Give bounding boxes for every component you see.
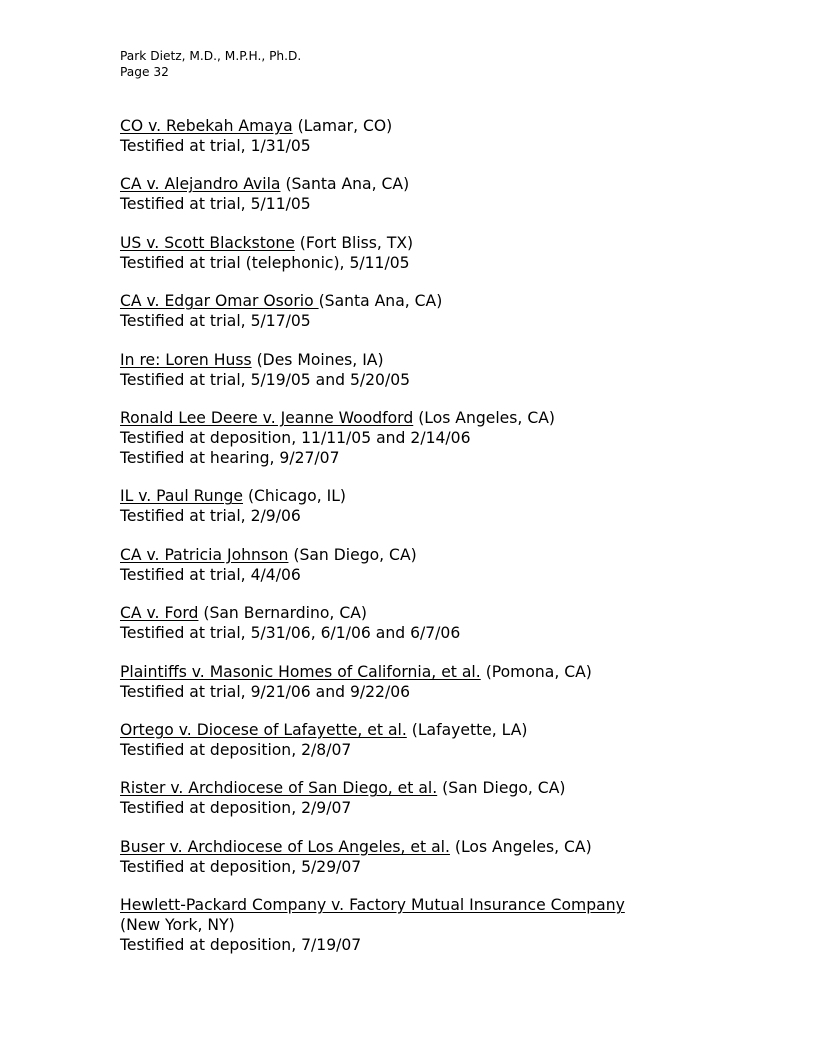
case-title-line [120,720,760,740]
case-title-line [120,895,760,915]
case-name: CA v. Patricia Johnson [120,545,289,564]
case-location: (Los Angeles, CA) [449,837,592,856]
testimony-entry [120,778,760,818]
testimony-detail: Testified at trial, 4/4/06 [120,565,301,584]
testimony-list [120,116,760,973]
case-title-line [120,174,760,194]
testimony-detail: Testified at deposition, 2/9/07 [120,799,352,818]
testimony-entry [120,116,760,156]
testimony-entry [120,545,760,585]
case-name: Plaintiffs v. Masonic Homes of California, et al. [120,662,481,681]
case-title-line [120,545,760,565]
page-number: Page 32 [120,65,169,79]
testimony-entry [120,350,760,390]
case-location: (Los Angeles, CA) [413,408,555,427]
case-name: CA v. Ford [120,604,199,623]
case-name: CO v. Rebekah Amaya [120,117,293,135]
case-name: Hewlett-Packard Company v. Factory Mutual Insurance Company [120,896,625,915]
case-title-line [120,116,760,136]
case-location: (Pomona, CA) [480,662,592,681]
case-name: Buser v. Archdiocese of Los Angeles, et al. [120,837,450,856]
case-title-line [120,662,760,682]
testimony-detail: Testified at trial, 2/9/06 [120,507,301,526]
case-title-line [120,837,760,857]
case-name: Ronald Lee Deere v. Jeanne Woodford [120,408,414,427]
case-name: IL v. Paul Runge [120,487,243,506]
case-name: Rister v. Archdiocese of San Diego, et al. [120,779,438,798]
testimony-entry [120,720,760,760]
testimony-detail: Testified at trial, 5/31/06, 6/1/06 and 6/7/06 [120,624,461,643]
case-location: (Chicago, IL) [243,487,346,506]
case-location: (Lafayette, LA) [406,720,528,739]
testimony-entry [120,895,760,955]
testimony-entry [120,837,760,877]
case-name: In re: Loren Huss [120,350,252,369]
testimony-entry [120,603,760,643]
testimony-detail: Testified at trial (telephonic), 5/11/05 [120,253,410,272]
case-location: (Santa Ana, CA) [318,292,443,311]
testimony-entry [120,486,760,526]
testimony-entry [120,662,760,702]
testimony-detail: Testified at deposition, 7/19/07 [120,936,362,955]
case-location: (Lamar, CO) [292,117,393,135]
case-title-line [120,486,760,506]
case-title-line [120,408,760,428]
case-title-line [120,291,760,311]
case-location: (San Diego, CA) [288,545,417,564]
case-title-line [120,233,760,253]
case-title-line [120,603,760,623]
testimony-detail: Testified at hearing, 9/27/07 [120,448,340,467]
page-header [120,48,301,80]
testimony-detail: Testified at deposition, 11/11/05 and 2/14/06 [120,428,471,447]
case-name: US v. Scott Blackstone [120,233,295,252]
case-title-line [120,778,760,798]
testimony-detail: Testified at deposition, 2/8/07 [120,740,352,759]
testimony-entry [120,233,760,273]
case-location: (Des Moines, IA) [251,350,384,369]
author-name: Park Dietz, M.D., M.P.H., Ph.D. [120,49,302,63]
case-location: (New York, NY) [120,916,235,935]
testimony-detail: Testified at trial, 1/31/05 [120,137,311,155]
case-location: (San Diego, CA) [437,779,566,798]
testimony-detail: Testified at trial, 5/17/05 [120,312,311,331]
testimony-detail: Testified at trial, 5/11/05 [120,195,311,214]
case-location: (Fort Bliss, TX) [294,233,414,252]
case-location-line [120,915,760,935]
case-location: (Santa Ana, CA) [280,175,410,194]
case-title-line [120,350,760,370]
case-name: CA v. Alejandro Avila [120,175,281,194]
testimony-detail: Testified at trial, 9/21/06 and 9/22/06 [120,682,411,701]
case-location: (San Bernardino, CA) [198,604,367,623]
testimony-entry [120,174,760,214]
testimony-entry [120,291,760,331]
testimony-entry [120,408,760,468]
case-name: Ortego v. Diocese of Lafayette, et al. [120,720,407,739]
testimony-detail: Testified at trial, 5/19/05 and 5/20/05 [120,370,411,389]
case-name: CA v. Edgar Omar Osorio [120,292,319,311]
testimony-detail: Testified at deposition, 5/29/07 [120,857,362,876]
